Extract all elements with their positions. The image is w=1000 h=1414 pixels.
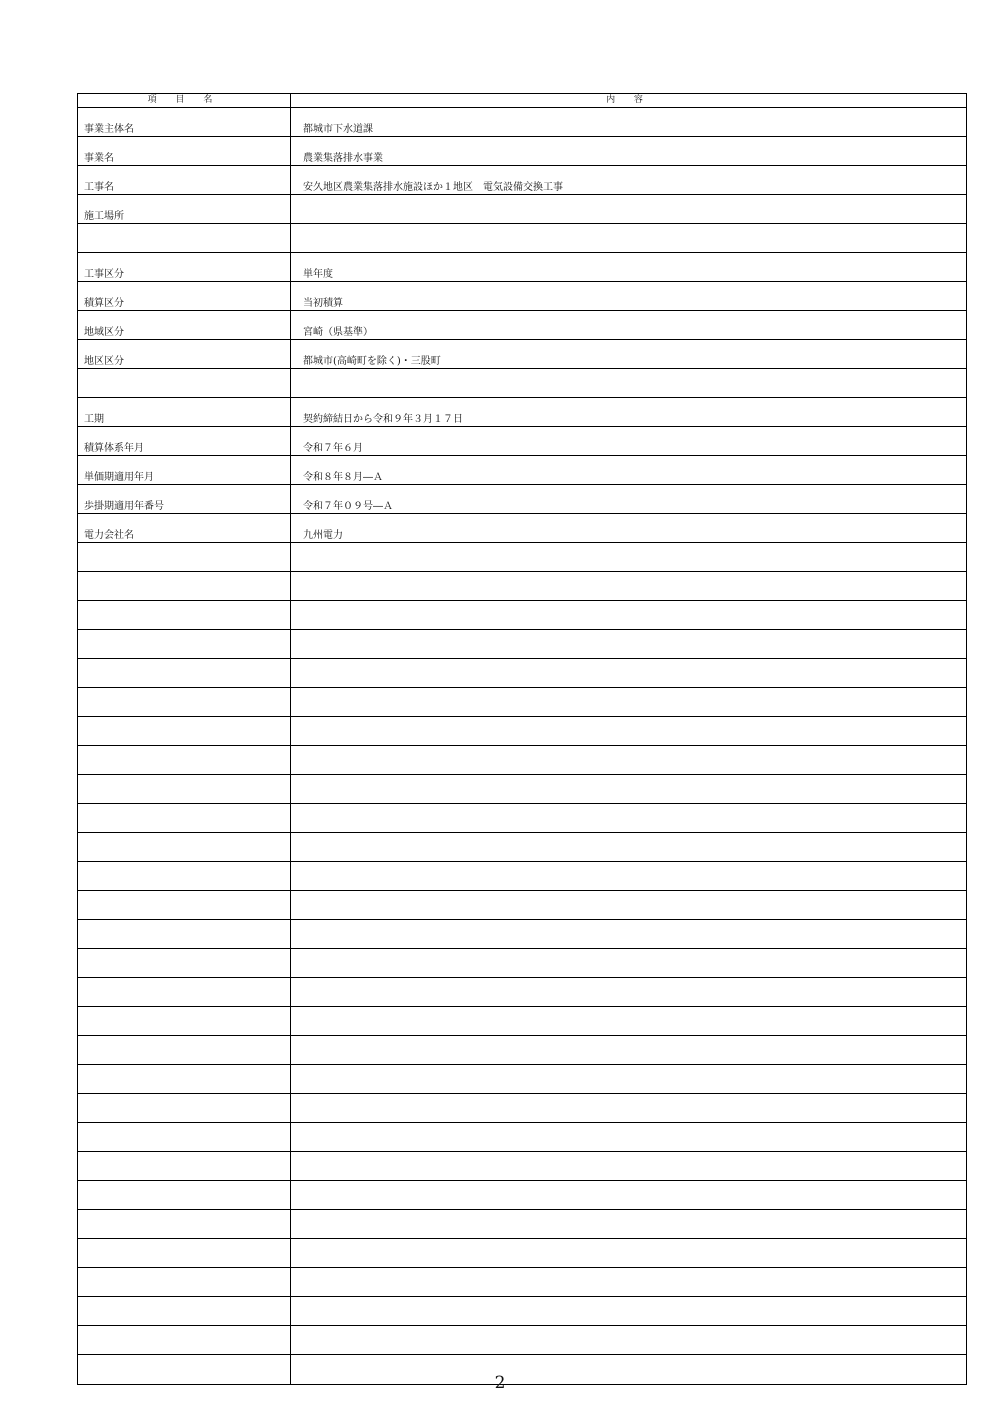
content-cell (291, 1065, 966, 1093)
table-row (78, 949, 966, 978)
table-row (78, 717, 966, 746)
content-cell (291, 630, 966, 658)
content-cell (291, 340, 966, 368)
content-text: 令和７年０９号―Ａ (303, 501, 393, 512)
table-row (78, 804, 966, 833)
content-text: 令和７年６月 (303, 443, 363, 454)
content-cell (291, 166, 966, 194)
table-row (78, 659, 966, 688)
item-name-cell (78, 1094, 291, 1122)
item-name-text: 地区区分 (84, 356, 124, 367)
item-name-cell (78, 978, 291, 1006)
content-cell (291, 108, 966, 136)
item-name-cell (78, 427, 291, 455)
content-cell (291, 1036, 966, 1064)
item-name-cell (78, 543, 291, 571)
item-name-cell (78, 195, 291, 223)
item-name-text: 単価期適用年月 (84, 472, 154, 483)
table-row (78, 775, 966, 804)
item-name-cell (78, 311, 291, 339)
content-text: 契約締結日から令和９年３月１７日 (303, 414, 463, 425)
table-body (78, 108, 966, 1384)
table-row (78, 1326, 966, 1355)
content-text: 単年度 (303, 269, 333, 280)
item-name-cell (78, 1152, 291, 1180)
content-cell (291, 253, 966, 281)
item-name-cell (78, 1181, 291, 1209)
content-text: 安久地区農業集落排水施設ほか１地区 電気設備交換工事 (303, 182, 563, 193)
table-row (78, 311, 966, 340)
content-cell (291, 804, 966, 832)
table-row (78, 427, 966, 456)
content-cell (291, 427, 966, 455)
table-row (78, 456, 966, 485)
item-name-cell (78, 166, 291, 194)
table-row (78, 1210, 966, 1239)
header-content: 内 容 (606, 95, 651, 105)
content-cell (291, 456, 966, 484)
content-cell (291, 746, 966, 774)
content-cell (291, 514, 966, 542)
content-cell (291, 862, 966, 890)
item-name-cell (78, 137, 291, 165)
page-number: 2 (494, 1373, 506, 1393)
content-text: 農業集落排水事業 (303, 153, 383, 164)
table-row (78, 978, 966, 1007)
item-name-text: 電力会社名 (84, 530, 134, 541)
table-row (78, 137, 966, 166)
content-cell (291, 572, 966, 600)
content-cell (291, 543, 966, 571)
table-row (78, 1268, 966, 1297)
content-cell (291, 1268, 966, 1296)
table-row (78, 340, 966, 369)
table-row (78, 572, 966, 601)
content-cell (291, 282, 966, 310)
item-name-text: 工事区分 (84, 269, 124, 280)
table-row (78, 108, 966, 137)
item-name-text: 事業名 (84, 153, 114, 164)
table-row (78, 1123, 966, 1152)
item-name-cell (78, 1007, 291, 1035)
item-name-cell (78, 804, 291, 832)
table-row (78, 891, 966, 920)
item-name-cell (78, 1036, 291, 1064)
item-name-cell (78, 630, 291, 658)
content-cell (291, 1094, 966, 1122)
item-name-cell (78, 514, 291, 542)
item-name-cell (78, 1268, 291, 1296)
table-row (78, 514, 966, 543)
item-name-text: 事業主体名 (84, 124, 134, 135)
content-cell (291, 485, 966, 513)
table-row (78, 746, 966, 775)
table-row (78, 282, 966, 311)
table-row (78, 862, 966, 891)
content-cell (291, 1239, 966, 1267)
table-row (78, 1036, 966, 1065)
table-header (78, 94, 966, 108)
content-cell (291, 1007, 966, 1035)
table-row (78, 1094, 966, 1123)
item-name-cell (78, 775, 291, 803)
content-cell (291, 311, 966, 339)
content-text: 九州電力 (303, 530, 343, 541)
content-cell (291, 833, 966, 861)
content-cell (291, 775, 966, 803)
content-text: 宮崎（県基準） (303, 327, 373, 338)
content-cell (291, 949, 966, 977)
content-cell (291, 1123, 966, 1151)
item-name-cell (78, 369, 291, 397)
spec-table (77, 93, 967, 1385)
table-row (78, 1297, 966, 1326)
table-row (78, 833, 966, 862)
content-cell (291, 369, 966, 397)
table-row (78, 920, 966, 949)
item-name-cell (78, 688, 291, 716)
content-text: 令和８年８月―Ａ (303, 472, 383, 483)
content-cell (291, 1210, 966, 1238)
item-name-cell (78, 1326, 291, 1354)
item-name-cell (78, 398, 291, 426)
content-cell (291, 1297, 966, 1325)
table-row (78, 485, 966, 514)
item-name-text: 地域区分 (84, 327, 124, 338)
table-row (78, 369, 966, 398)
item-name-cell (78, 1210, 291, 1238)
table-row (78, 1239, 966, 1268)
item-name-cell (78, 833, 291, 861)
content-cell (291, 1181, 966, 1209)
content-cell (291, 398, 966, 426)
item-name-cell (78, 891, 291, 919)
content-cell (291, 137, 966, 165)
item-name-cell (78, 601, 291, 629)
table-row (78, 630, 966, 659)
item-name-cell (78, 456, 291, 484)
item-name-cell (78, 920, 291, 948)
table-row (78, 1065, 966, 1094)
content-cell (291, 1152, 966, 1180)
content-cell (291, 224, 966, 252)
item-name-text: 積算体系年月 (84, 443, 144, 454)
item-name-cell (78, 717, 291, 745)
table-row (78, 195, 966, 224)
table-row (78, 398, 966, 427)
content-cell (291, 688, 966, 716)
table-row (78, 601, 966, 630)
item-name-cell (78, 224, 291, 252)
item-name-text: 歩掛期適用年番号 (84, 501, 164, 512)
item-name-cell (78, 572, 291, 600)
table-row (78, 253, 966, 282)
table-row (78, 224, 966, 253)
item-name-text: 工期 (84, 414, 104, 425)
table-row (78, 1007, 966, 1036)
item-name-cell (78, 340, 291, 368)
item-name-cell (78, 1239, 291, 1267)
item-name-text: 工事名 (84, 182, 114, 193)
table-row (78, 543, 966, 572)
item-name-text: 施工場所 (84, 211, 124, 222)
item-name-cell (78, 862, 291, 890)
content-cell (291, 920, 966, 948)
table-row (78, 1152, 966, 1181)
content-cell (291, 891, 966, 919)
content-cell (291, 978, 966, 1006)
item-name-cell (78, 1297, 291, 1325)
content-text: 当初積算 (303, 298, 343, 309)
content-text: 都城市(高崎町を除く)・三股町 (303, 356, 441, 367)
item-name-text: 積算区分 (84, 298, 124, 309)
header-item-name: 項 目 名 (78, 94, 291, 107)
content-cell (291, 717, 966, 745)
content-text: 都城市下水道課 (303, 124, 373, 135)
item-name-cell (78, 659, 291, 687)
item-name-cell (78, 485, 291, 513)
item-name-cell (78, 253, 291, 281)
item-name-cell (78, 282, 291, 310)
content-cell (291, 659, 966, 687)
table-row (78, 166, 966, 195)
item-name-cell (78, 1123, 291, 1151)
item-name-cell (78, 746, 291, 774)
table-row (78, 1181, 966, 1210)
item-name-cell (78, 949, 291, 977)
table-row (78, 688, 966, 717)
content-cell (291, 1326, 966, 1354)
item-name-cell (78, 108, 291, 136)
content-cell (291, 601, 966, 629)
content-cell (291, 195, 966, 223)
item-name-cell (78, 1065, 291, 1093)
